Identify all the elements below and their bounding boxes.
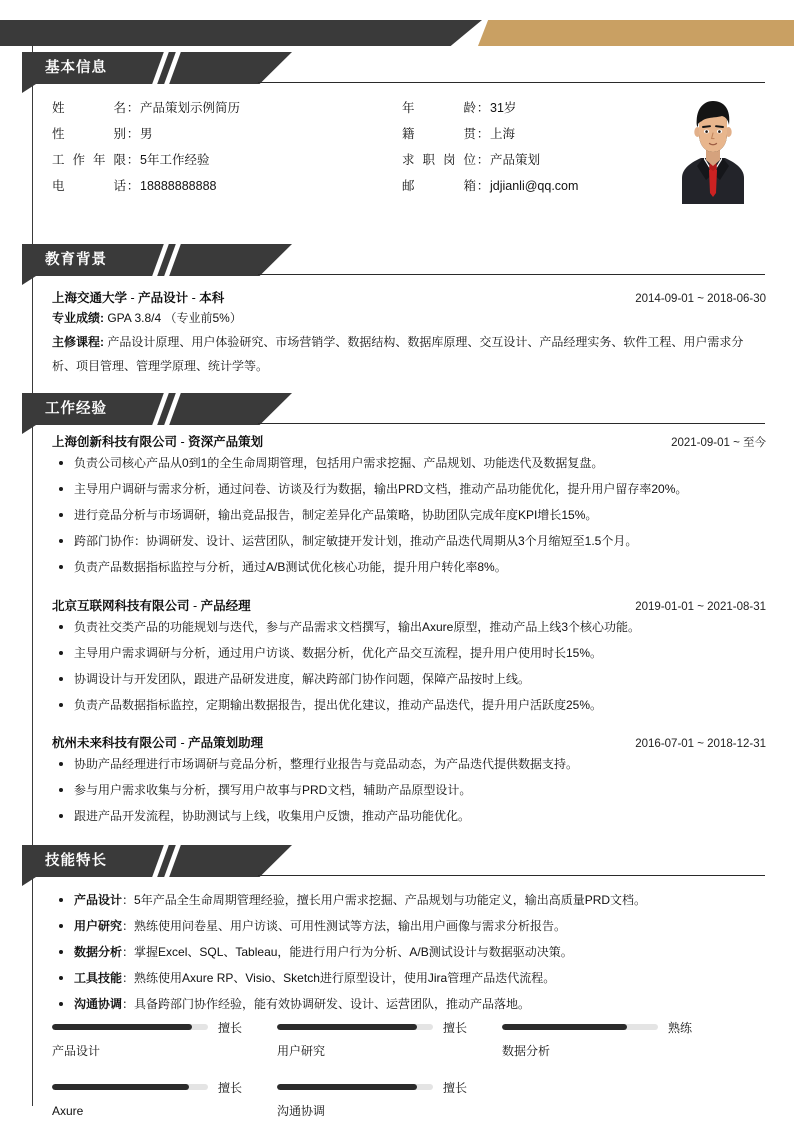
work-date: 2021-09-01 ~ 至今 [671,437,766,449]
skill-bar-line [52,1018,268,1036]
list-item [52,887,766,913]
info-field-age [402,98,516,116]
education-title [52,288,224,306]
major-name: 产品设计 [138,291,189,305]
info-row [52,146,652,172]
skill-bar-level: 熟练 [668,1020,693,1035]
skill-desc: 熟练使用问卷星、用户访谈、可用性测试等方法，输出用户画像与需求分析报告。 [134,919,567,933]
info-field-hometown [402,124,515,142]
skill-bar-level: 擅长 [443,1080,468,1095]
education-date: 2014-09-01 ~ 2018-06-30 [635,293,766,305]
skill-bar-fill [52,1024,192,1030]
skill-desc: 5年产品全生命周期管理经验，擅长用户需求挖掘、产品规划与功能定义，输出高质量PRD文档。 [134,893,647,907]
skill-name: 沟通协调 [74,997,123,1011]
list-item: 跨部门协作：协调研发、设计、运营团队，制定敏捷开发计划，推动产品迭代周期从3个月缩短至1.5个月。 [52,528,766,554]
list-item: 协助产品经理进行市场调研与竞品分析，整理行业报告与竞品动态，为产品迭代提供数据支持。 [52,751,766,777]
skill-name: 数据分析 [74,945,123,959]
section-header-rule [258,274,765,275]
list-item: 进行竞品分析与市场调研，输出竞品报告，制定差异化产品策略，协助团队完成年度KPI增长15%。 [52,502,766,528]
list-item: 主导用户需求调研与分析，通过用户访谈、数据分析，优化产品交互流程，提升用户使用时长15%。 [52,640,766,666]
info-label: 邮箱 [402,179,476,193]
skill-bar-fill [277,1024,417,1030]
info-value: 5年工作经验 [140,153,210,167]
info-value: jdjianli@qq.com [490,179,579,193]
work-date: 2016-07-01 ~ 2018-12-31 [635,738,766,750]
skill-colon: ： [122,971,135,985]
skill-bar-name: 用户研究 [277,1044,326,1058]
list-item: 跟进产品开发流程，协助测试与上线，收集用户反馈，推动产品功能优化。 [52,803,766,829]
info-label: 工作年限 [52,153,126,167]
skill-name: 产品设计 [74,893,123,907]
work-duty-list [52,614,766,718]
skill-bar-fill [502,1024,627,1030]
skill-bar-name: 数据分析 [502,1044,551,1058]
skill-bar-level: 擅长 [218,1020,243,1035]
skill-bar-item [52,1018,268,1060]
work-title [52,733,263,751]
section-header-rule [258,82,765,83]
skill-colon: ： [122,893,135,907]
work-entry [52,432,766,580]
section-header-work [0,393,794,425]
section-header-basic [0,52,794,84]
banner-dark-bar [0,20,482,46]
info-field-phone [52,176,402,194]
education-entry [52,288,766,378]
section-basic-info [0,52,794,193]
job-role: 资深产品策划 [188,435,264,449]
list-item: 负责公司核心产品从0到1的全生命周期管理，包括用户需求挖掘、产品规划、功能迭代及数据复盘。 [52,450,766,476]
degree-name: 本科 [199,291,225,305]
info-field-email [402,176,578,194]
skill-desc: 掌握Excel、SQL、Tableau，能进行用户行为分析、A/B测试设计与数据驱动决策。 [134,945,573,959]
info-value: 产品策划 [490,153,541,167]
work-duty-list [52,450,766,580]
section-header-tail [22,84,36,93]
info-field-position [402,150,540,168]
section-work [0,393,794,425]
skill-desc: 具备跨部门协作经验，能有效协调研发、设计、运营团队，推动产品落地。 [134,997,531,1011]
section-header-education [0,244,794,276]
info-label: 年龄 [402,101,476,115]
skill-bar-fill [277,1084,417,1090]
skill-bar-track [502,1024,658,1030]
skill-bar-line [52,1078,268,1096]
title-separator: - [177,736,189,750]
info-colon: ： [126,179,140,193]
banner-gold-bar [478,20,794,46]
skill-bar-line [502,1018,718,1036]
info-row [52,120,652,146]
skill-bullet-list [52,887,766,1017]
avatar-illustration-icon [670,96,756,204]
school-name: 上海交通大学 [52,291,128,305]
info-label: 姓名 [52,101,126,115]
info-field-experience [52,150,402,168]
info-value: 18888888888 [140,179,217,193]
list-item: 负责产品数据指标监控，定期输出数据报告，提出优化建议，推动产品迭代，提升用户活跃度25%。 [52,692,766,718]
basic-info-grid [52,94,652,198]
title-separator: - [189,599,201,613]
info-colon: ： [476,127,490,141]
skill-bar-track [277,1084,433,1090]
work-entry-head [52,733,766,751]
skill-bar-level: 擅长 [218,1080,243,1095]
title-separator: - [127,291,139,305]
section-skills [0,845,794,877]
section-title: 教育背景 [45,252,107,268]
job-role: 产品策划助理 [188,736,264,750]
skill-bar-item [502,1018,718,1060]
skill-colon: ： [122,945,135,959]
info-value: 产品策划示例简历 [140,101,241,115]
info-value: 男 [140,127,153,141]
top-decorative-banner [0,20,794,46]
section-header-skills [0,845,794,877]
skill-bar-item [52,1078,268,1120]
section-header-rule [258,423,765,424]
avatar [670,96,756,204]
skill-colon: ： [122,997,135,1011]
work-entry [52,733,766,829]
skill-colon: ： [122,919,135,933]
skill-bar-level: 擅长 [443,1020,468,1035]
list-item [52,991,766,1017]
skill-bar-track [52,1084,208,1090]
education-courses-value: 产品设计原理、用户体验研究、市场营销学、数据结构、数据库原理、交互设计、产品经理实务、软件工程、用户需求分析、项目管理、管理学原理、统计学等。 [52,335,744,373]
skill-bar-name: 沟通协调 [277,1104,326,1118]
section-header-rule [258,875,765,876]
education-gpa-value: GPA 3.8/4 （专业前5%） [107,311,242,325]
info-label: 求职岗位 [402,153,476,167]
info-colon: ： [476,153,490,167]
info-colon: ： [476,179,490,193]
info-value: 上海 [490,127,516,141]
section-header-tail [22,425,36,434]
skill-bar-name: 产品设计 [52,1044,101,1058]
skill-desc: 熟练使用Axure RP、Visio、Sketch进行原型设计，使用Jira管理产品迭代流程。 [134,971,556,985]
skill-name: 用户研究 [74,919,123,933]
work-entry [52,596,766,718]
skill-bar-row [52,1078,766,1120]
title-separator: - [188,291,200,305]
skill-bar-track [277,1024,433,1030]
skill-bar-item [277,1018,493,1060]
info-colon: ： [126,153,140,167]
skill-bar-line [277,1078,493,1096]
skill-bar-row [52,1018,766,1060]
list-item: 参与用户需求收集与分析，撰写用户故事与PRD文档，辅助产品原型设计。 [52,777,766,803]
info-label: 性别 [52,127,126,141]
section-header-tail [22,877,36,886]
info-colon: ： [476,101,490,115]
skills-list [52,887,766,1017]
education-gpa-label: 专业成绩: [52,311,104,325]
skill-bar-fill [52,1084,189,1090]
list-item: 协调设计与开发团队，跟进产品研发进度，解决跨部门协作问题，保障产品按时上线。 [52,666,766,692]
section-header-tail [22,276,36,285]
company-name: 杭州未来科技有限公司 [52,736,178,750]
title-separator: - [177,435,189,449]
info-label: 籍贯 [402,127,476,141]
list-item [52,913,766,939]
section-title: 工作经验 [45,401,107,417]
job-role: 产品经理 [200,599,251,613]
info-colon: ： [126,127,140,141]
section-title: 基本信息 [45,60,107,76]
info-field-name [52,98,402,116]
info-value: 31岁 [490,101,517,115]
list-item: 负责社交类产品的功能规划与迭代，参与产品需求文档撰写，输出Axure原型，推动产品上线3个核心功能。 [52,614,766,640]
company-name: 上海创新科技有限公司 [52,435,178,449]
work-duty-list [52,751,766,829]
company-name: 北京互联网科技有限公司 [52,599,190,613]
info-colon: ： [126,101,140,115]
work-entry-head [52,432,766,450]
info-label: 电话 [52,179,126,193]
education-courses-label: 主修课程: [52,335,104,349]
education-entry-head [52,288,766,306]
section-education [0,244,794,276]
skill-name: 工具技能 [74,971,123,985]
skill-bar-line [277,1018,493,1036]
education-gpa-row [52,306,766,330]
list-item [52,965,766,991]
info-row [52,172,652,198]
left-vertical-rule [32,46,33,1106]
section-title: 技能特长 [45,853,107,869]
list-item [52,939,766,965]
skill-bar-track [52,1024,208,1030]
work-title [52,432,263,450]
work-entry-head [52,596,766,614]
info-row [52,94,652,120]
skill-bar-grid [52,1018,766,1120]
education-courses-row [52,330,766,378]
work-title [52,596,251,614]
list-item: 负责产品数据指标监控与分析，通过A/B测试优化核心功能，提升用户转化率8%。 [52,554,766,580]
info-field-gender [52,124,402,142]
skill-bar-name: Axure [52,1104,84,1118]
skill-bar-item [277,1078,493,1120]
work-date: 2019-01-01 ~ 2021-08-31 [635,601,766,613]
list-item: 主导用户调研与需求分析，通过问卷、访谈及行为数据，输出PRD文档，推动产品功能优化，提升用户留存率20%。 [52,476,766,502]
